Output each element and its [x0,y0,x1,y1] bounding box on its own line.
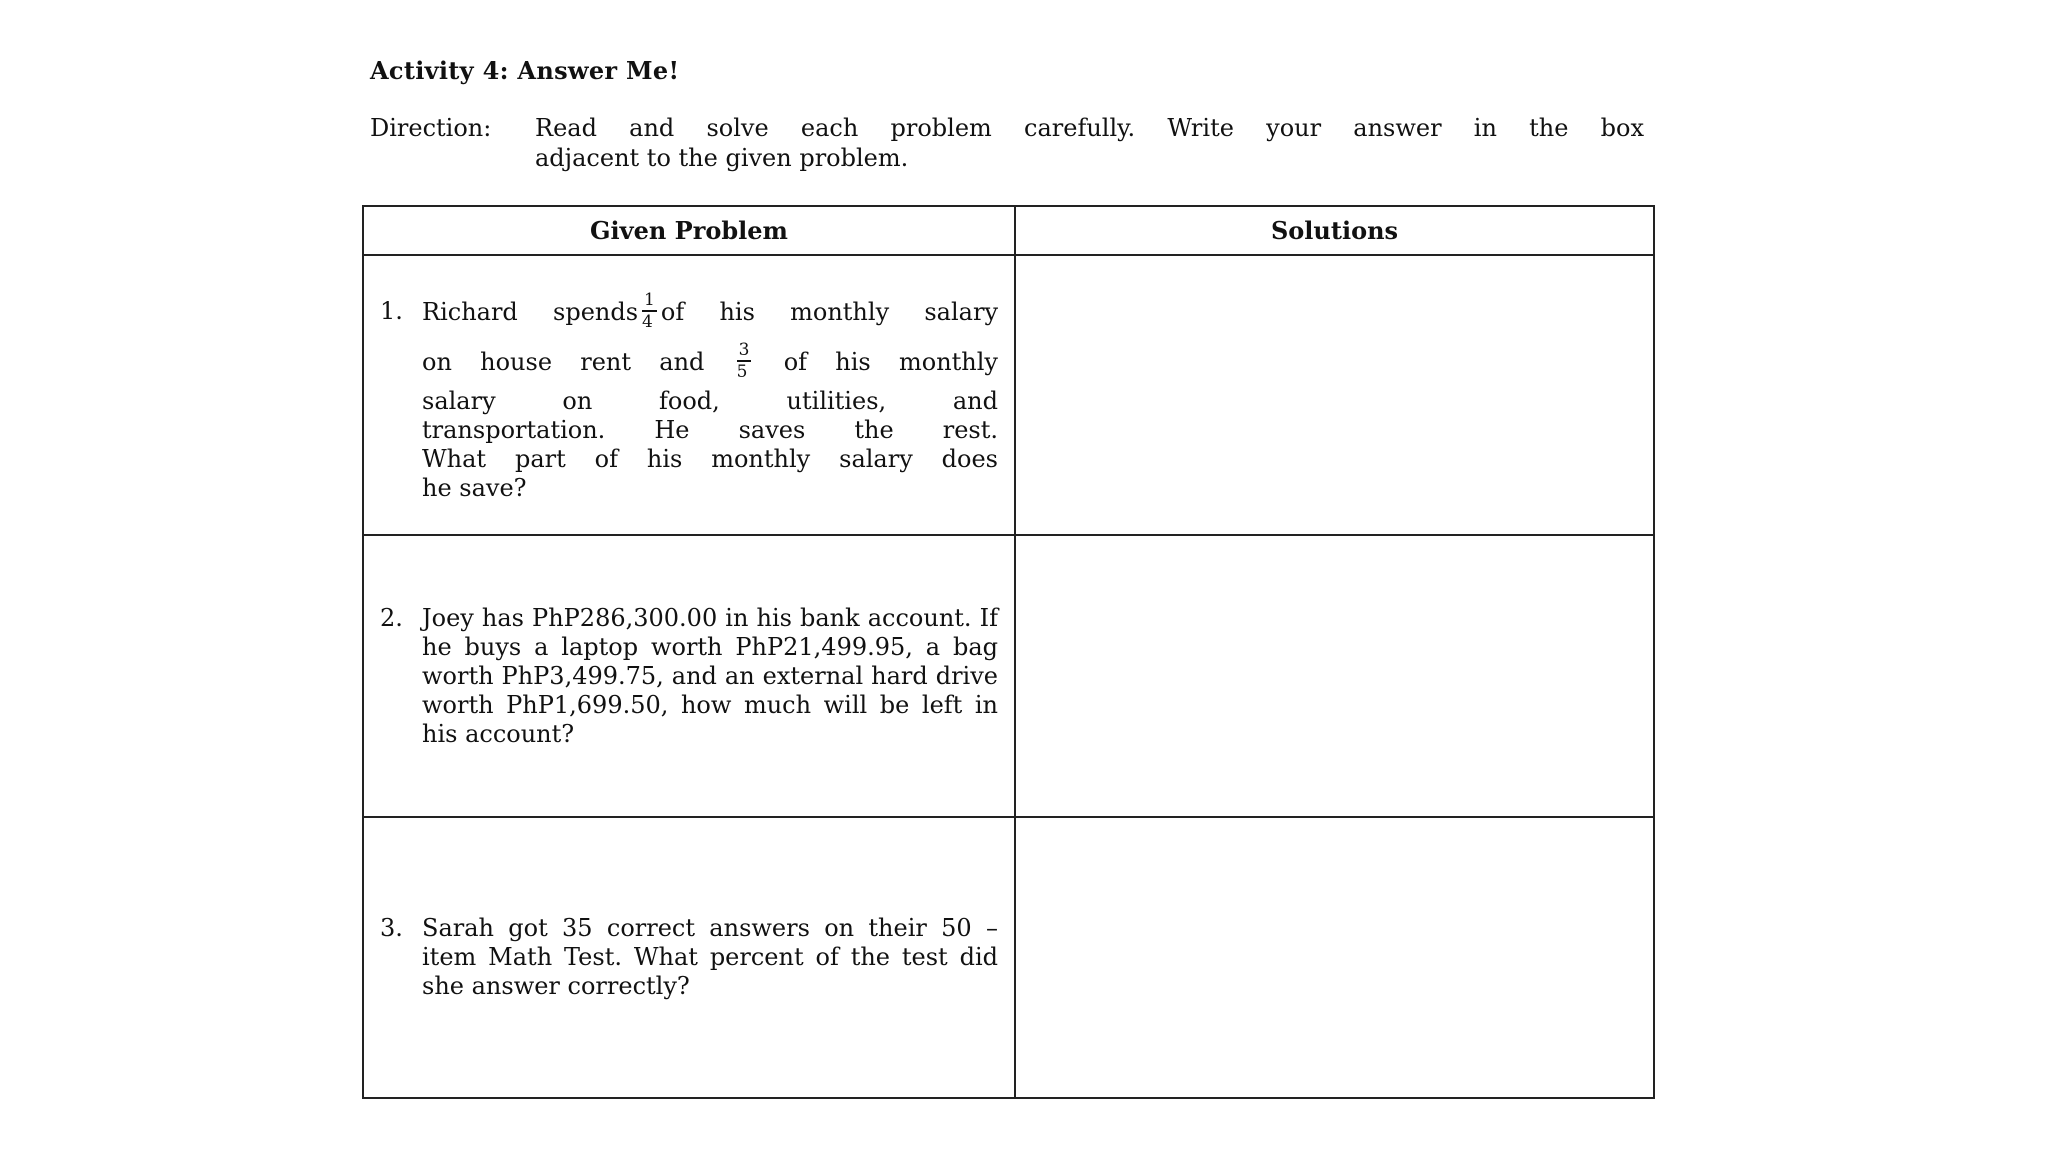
table-row [363,817,1654,1098]
direction-line-1: Read and solve each problem carefully. Write your answer in the box [535,114,1644,142]
fraction-denominator: 5 [736,361,748,382]
table-header-row [363,206,1654,255]
problem-1 [364,287,1014,503]
direction-line-2: adjacent to the given problem. [535,144,909,172]
problem-text: Joey has PhP286,300.00 in his bank account. If he buys a laptop worth PhP21,499.95, a bag worth PhP3,499.75, and an external hard drive worth PhP1,699.50, how much will be left in his account? [422,603,998,748]
problem-number: 3. [380,914,403,942]
activity-title: Activity 4: Answer Me! [370,56,680,85]
header-given-problem: Given Problem [363,206,1015,255]
solution-box-2[interactable] [1015,535,1654,817]
problem-number: 2. [380,603,403,632]
problem-1-line-4: transportation. He saves the rest. [422,416,998,444]
table-row [363,535,1654,817]
problem-1-seg-d: of his monthly [783,348,998,376]
fraction-numerator: 3 [738,339,750,360]
problem-1-seg-a: Richard spends [422,298,639,326]
header-solutions: Solutions [1015,206,1654,255]
problem-1-line-1 [422,287,998,337]
problem-1-line-3: salary on food, utilities, and [422,387,998,415]
problem-1-line-6: he save? [422,474,527,502]
solution-box-3[interactable] [1015,817,1654,1098]
table-row [363,255,1654,535]
problem-2 [364,604,1014,749]
solution-box-1[interactable] [1015,255,1654,535]
problem-1-line-2 [422,337,998,387]
problem-1-line-5: What part of his monthly salary does [422,445,998,473]
direction-text [535,113,1644,173]
problem-3 [364,914,1014,1001]
direction-label: Direction: [370,114,492,142]
problems-table [362,205,1655,1099]
problem-number: 1. [380,297,403,325]
problem-cell-3 [363,817,1015,1098]
problem-cell-1 [363,255,1015,535]
direction-block [370,113,1644,173]
problem-text [422,287,998,503]
problem-1-seg-c: on house rent and [422,348,705,376]
fraction-numerator: 1 [644,289,655,310]
problem-1-seg-b: of his monthly salary [660,298,998,326]
fraction-one-fourth [642,291,657,331]
fraction-denominator: 4 [642,311,653,332]
fraction-three-fifths [737,341,752,381]
problem-cell-2 [363,535,1015,817]
problem-text: Sarah got 35 correct answers on their 50 – item Math Test. What percent of the test did she answer correctly? [422,914,998,1000]
